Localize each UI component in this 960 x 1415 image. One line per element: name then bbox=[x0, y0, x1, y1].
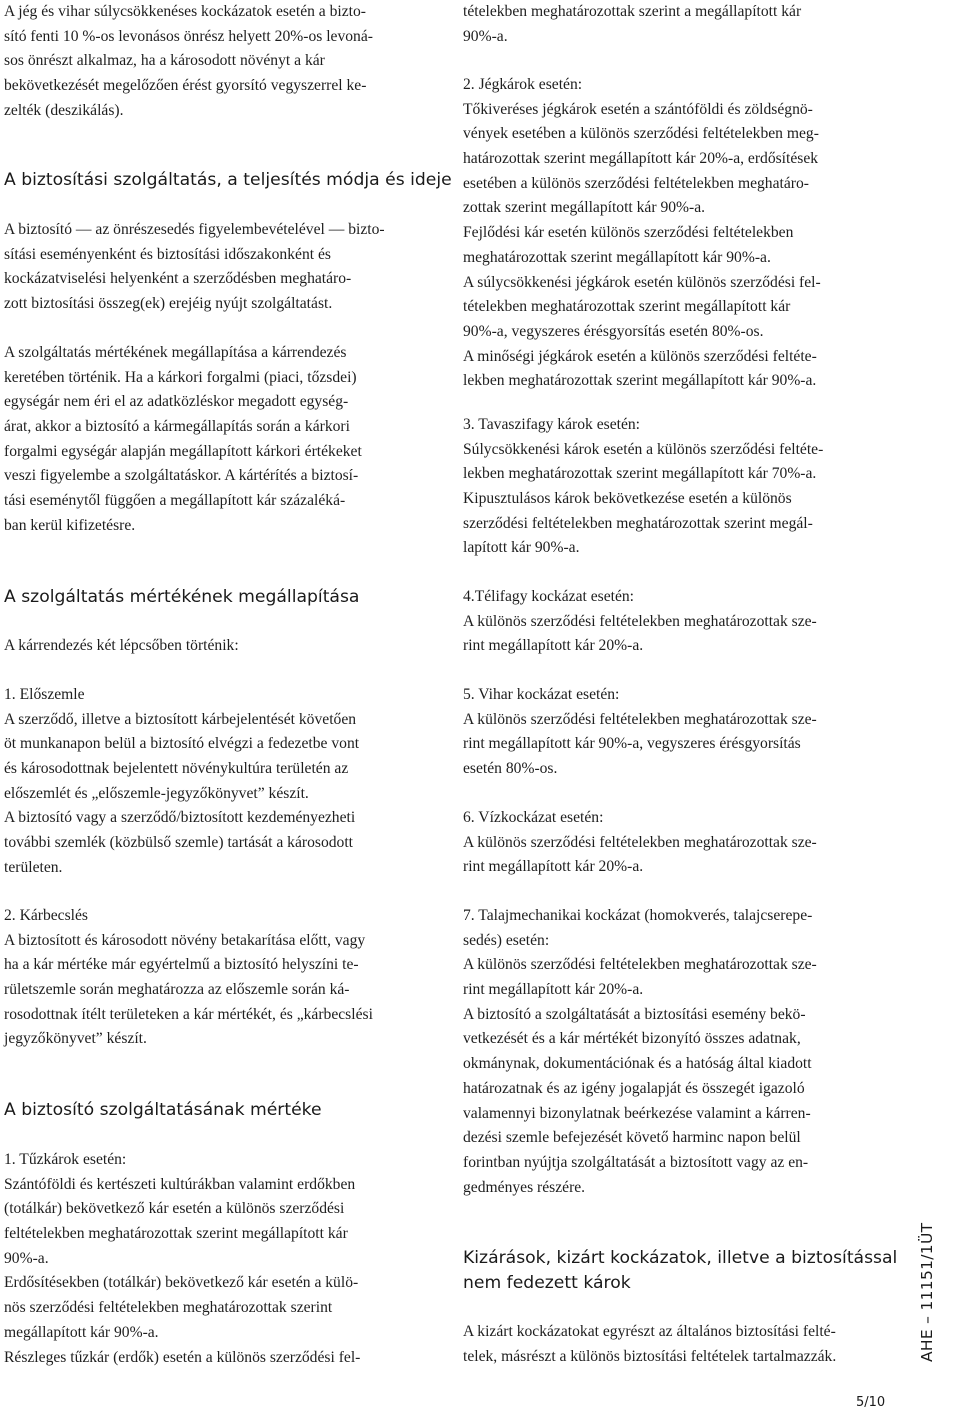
text-line: határozottak szerint megállapított kár 20%-a, erdősítések bbox=[463, 150, 819, 168]
two-steps-paragraph bbox=[4, 634, 239, 659]
text-line: telek, másrészt a különös biztosítási feltételek tartalmazzák. bbox=[463, 1347, 837, 1365]
text-line: Kizárások, kizárt kockázatok, illetve a biztosítással bbox=[463, 1248, 898, 1268]
text-line: A különös szerződési feltételekben meghatározottak sze- bbox=[463, 612, 817, 630]
text-line: sítási eseményenként és biztosítási időszakonként és bbox=[4, 245, 331, 263]
text-line: tási eseménytől függően a megállapított kár százaléká- bbox=[4, 492, 346, 510]
text-line: lekben meghatározottak szerint megállapított kár 90%-a. bbox=[463, 372, 817, 390]
insurer-extent-heading: A biztosító szolgáltatásának mértéke bbox=[4, 1100, 322, 1120]
text-line: szerződési feltételekben meghatározottak szerint megál- bbox=[463, 514, 813, 532]
text-line: 3. Tavaszifagy károk esetén: bbox=[463, 416, 641, 433]
text-line: 90%-a, vegyszeres érésgyorsítás esetén 80%-os. bbox=[463, 322, 764, 340]
service-paragraph bbox=[4, 218, 385, 317]
text-line: meghatározottak szerint megállapított kár 90%-a. bbox=[463, 248, 771, 266]
exclusions-paragraph bbox=[463, 1320, 836, 1369]
text-line: A minőségi jégkárok esetén a különös szerződési feltéte- bbox=[463, 347, 817, 365]
text-line: Tőkiveréses jégkárok esetén a szántóföldi és zöldségnö- bbox=[463, 100, 813, 118]
text-line: A kizárt kockázatokat egyrészt az általános biztosítási felté- bbox=[463, 1323, 836, 1340]
text-line: lapított kár 90%-a. bbox=[463, 539, 580, 557]
text-line: további szemlék (közbülső szemle) tartását a károsodott bbox=[4, 834, 354, 852]
text-line: öt munkanapon belül a biztosító elvégzi a fedezetbe vont bbox=[4, 735, 360, 753]
text-line: sító fenti 10 %-os levonásos önrész helyett 20%-os levoná- bbox=[4, 27, 373, 45]
text-line: vények esetében a különös szerződési feltételekben meg- bbox=[463, 125, 819, 143]
spring-frost-paragraph bbox=[463, 413, 823, 561]
text-line: 5. Vihar kockázat esetén: bbox=[463, 686, 620, 703]
extent-intro-paragraph bbox=[4, 341, 362, 539]
text-line: tételekben meghatározottak szerint megállapított kár bbox=[463, 298, 791, 316]
text-line: egységár nem éri el az adatközléskor megadott egység- bbox=[4, 393, 349, 411]
text-line: rint megállapított kár 90%-a, vegyszeres érésgyorsítás bbox=[463, 735, 801, 753]
text-line: gedményes részére. bbox=[463, 1178, 586, 1196]
fire-continued-paragraph bbox=[463, 0, 801, 49]
text-line: veszi figyelembe a szolgáltatáskor. A kártérítés a biztosí- bbox=[4, 467, 359, 485]
text-line: Súlycsökkenési károk esetén a különös szerződési feltéte- bbox=[463, 440, 824, 458]
text-line: ha a kár mértéke már egyértelmű a biztosító helyszíni te- bbox=[4, 956, 359, 974]
text-line: esetében a különös szerződési feltételekben meghatáro- bbox=[463, 174, 809, 192]
text-line: dezési szemle befejezését követő harminc napon belül bbox=[463, 1129, 801, 1147]
text-line: vetkezését és a kár mértékét bizonyító összes adatnak, bbox=[463, 1030, 801, 1048]
service-heading: A biztosítási szolgáltatás, a teljesítés módja és ideje bbox=[4, 170, 452, 190]
winter-frost-paragraph bbox=[463, 585, 817, 659]
text-line: Erdősítésekben (totálkár) bekövetkező kár esetén a külö- bbox=[4, 1274, 359, 1292]
text-line: határozatnak és az igény jogalapját és összegét igazoló bbox=[463, 1079, 805, 1097]
text-line: megállapított kár 90%-a. bbox=[4, 1323, 159, 1341]
text-line: A különös szerződési feltételekben meghatározottak sze- bbox=[463, 710, 817, 728]
text-line: Kipusztulásos károk bekövetkezése esetén a különös bbox=[463, 490, 792, 508]
text-line: A biztosító vagy a szerződő/biztosított kezdeményezheti bbox=[4, 809, 356, 827]
text-line: árat, akkor a biztosító a kármegállapítás során a kárkori bbox=[4, 418, 350, 436]
text-line: zottak szerint megállapított kár 90%-a. bbox=[463, 199, 706, 217]
ice-damage-paragraph bbox=[463, 73, 821, 394]
text-line: rint megállapított kár 20%-a. bbox=[463, 858, 644, 876]
text-line: A biztosító a szolgáltatását a biztosítási esemény bekö- bbox=[463, 1005, 806, 1023]
text-line: 2. Jégkárok esetén: bbox=[463, 76, 583, 93]
text-line: feltételekben meghatározottak szerint megállapított kár bbox=[4, 1225, 348, 1243]
exclusions-heading bbox=[463, 1246, 897, 1295]
text-line: A biztosító — az önrészesedés figyelembevételével — bizto- bbox=[4, 221, 385, 238]
text-line: 7. Talajmechanikai kockázat (homokverés, talajcserepe- bbox=[463, 907, 813, 924]
storm-paragraph bbox=[463, 683, 817, 782]
text-line: 6. Vízkockázat esetén: bbox=[463, 809, 604, 826]
appraisal-paragraph bbox=[4, 904, 373, 1052]
text-line: rint megállapított kár 20%-a. bbox=[463, 981, 644, 999]
text-line: A különös szerződési feltételekben meghatározottak sze- bbox=[463, 956, 817, 974]
text-line: A súlycsökkenési jégkárok esetén különös szerződési fel- bbox=[463, 273, 821, 291]
text-line: A szerződő, illetve a biztosított kárbejelentését követően bbox=[4, 710, 357, 728]
text-line: nem fedezett károk bbox=[463, 1272, 631, 1293]
text-line: Részleges tűzkár (erdők) esetén a különös szerződési fel- bbox=[4, 1348, 361, 1366]
text-line: Szántóföldi és kertészeti kultúrákban valamint erdőkben bbox=[4, 1175, 356, 1193]
text-line: (totálkár) bekövetkező kár esetén a különös szerződési bbox=[4, 1200, 345, 1218]
text-line: 1. Tűzkárok esetén: bbox=[4, 1151, 127, 1168]
text-line: nös szerződési feltételekben meghatározottak szerint bbox=[4, 1299, 333, 1317]
text-line: valamennyi bizonylatnak beérkezése valamint a kárren- bbox=[463, 1104, 811, 1122]
text-line: jegyzőkönyvet” készít. bbox=[4, 1030, 147, 1048]
text-line: előszemlét és „előszemle-jegyzőkönyvet” készít. bbox=[4, 784, 309, 802]
text-line: A kárrendezés két lépcsőben történik: bbox=[4, 637, 239, 654]
text-line: zott biztosítási összeg(ek) erejéig nyújt szolgáltatást. bbox=[4, 295, 333, 313]
text-line: sos önrészt alkalmaz, ha a károsodott növényt a kár bbox=[4, 52, 325, 70]
text-line: lekben meghatározottak szerint megállapított kár 70%-a. bbox=[463, 465, 817, 483]
text-line: sedés) esetén: bbox=[463, 931, 550, 949]
page-number: 5/10 bbox=[856, 1395, 886, 1410]
text-line: területen. bbox=[4, 858, 63, 876]
text-line: rint megállapított kár 20%-a. bbox=[463, 637, 644, 655]
text-line: 1. Előszemle bbox=[4, 686, 85, 703]
text-line: rületszemle során meghatározza az előszemle során ká- bbox=[4, 981, 350, 999]
text-line: 90%-a. bbox=[463, 27, 508, 45]
fire-paragraph bbox=[4, 1148, 360, 1370]
text-line: Fejlődési kár esetén különös szerződési feltételekben bbox=[463, 224, 794, 242]
text-line: keretében történik. Ha a kárkori forgalmi (piaci, tőzsdei) bbox=[4, 368, 357, 386]
text-line: okmánynak, dokumentációnak és a hatóság által kiadott bbox=[463, 1055, 812, 1073]
intro-paragraph bbox=[4, 0, 373, 123]
text-line: 4.Télifagy kockázat esetén: bbox=[463, 588, 635, 605]
text-line: esetén 80%-os. bbox=[463, 760, 558, 778]
text-line: rosodottnak ítélt területeken a kár mértékét, és „kárbecslési bbox=[4, 1005, 373, 1023]
text-line: és károsodottnak bejelentett növénykultúra területén az bbox=[4, 760, 349, 778]
text-line: zelték (deszikálás). bbox=[4, 101, 124, 119]
text-line: ban kerül kifizetésre. bbox=[4, 516, 136, 534]
text-line: A szolgáltatás mértékének megállapítása a kárrendezés bbox=[4, 344, 347, 361]
text-line: 90%-a. bbox=[4, 1249, 49, 1267]
text-line: A biztosított és károsodott növény betakarítása előtt, vagy bbox=[4, 931, 366, 949]
inspection-paragraph bbox=[4, 683, 359, 881]
text-line: tételekben meghatározottak szerint a megállapított kár bbox=[463, 3, 802, 20]
text-line: 2. Kárbecslés bbox=[4, 907, 88, 924]
extent-heading: A szolgáltatás mértékének megállapítása bbox=[4, 587, 360, 607]
text-line: kockázatviselési helyenként a szerződésben meghatáro- bbox=[4, 270, 352, 288]
water-paragraph bbox=[463, 806, 817, 880]
text-line: A jég és vihar súlycsökkenéses kockázatok esetén a bizto- bbox=[4, 3, 366, 20]
text-line: forintban nyújtja szolgáltatását a biztosított vagy az en- bbox=[463, 1153, 809, 1171]
soil-paragraph bbox=[463, 904, 817, 1200]
text-line: bekövetkezését megelőzően érést gyorsító vegyszerrel ke- bbox=[4, 77, 367, 95]
text-line: forgalmi egységár alapján megállapított kárkori értékeket bbox=[4, 442, 362, 460]
text-line: A különös szerződési feltételekben meghatározottak sze- bbox=[463, 833, 817, 851]
document-code: AHE – 11151/1ÜT bbox=[918, 1222, 936, 1362]
